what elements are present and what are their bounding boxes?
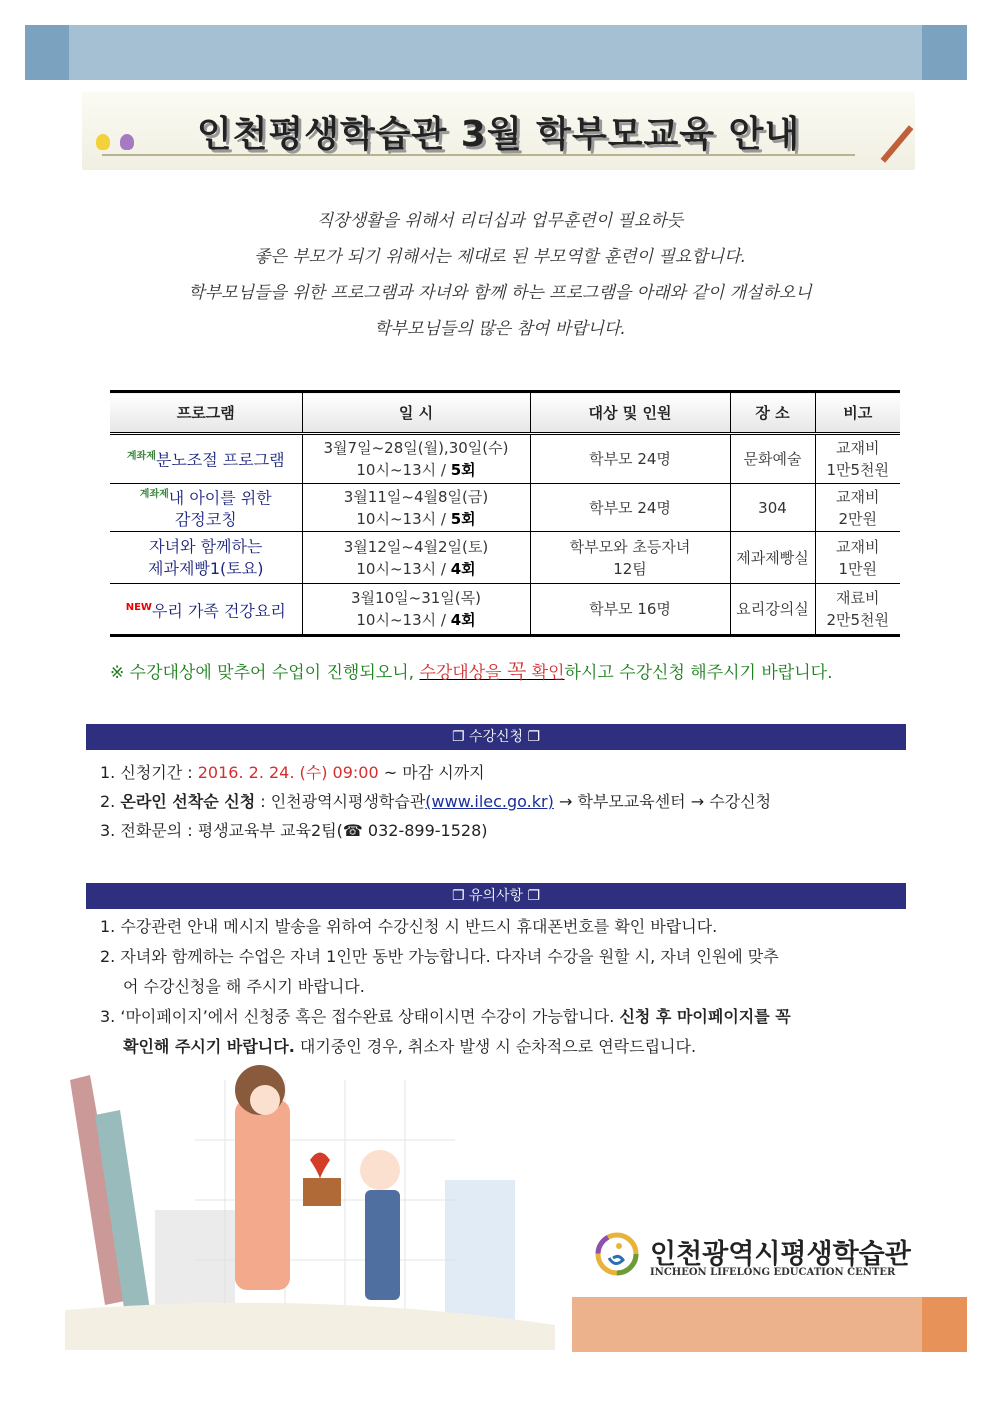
column-header: 일 시 — [302, 392, 530, 434]
program-cell: $^{NEW}$우리 가족 건강요리 — [110, 584, 302, 636]
list-item: 1. 수강관련 안내 메시지 발송을 위하여 수강신청 시 반드시 휴대폰번호를 확인 바랍니다. — [100, 917, 718, 936]
program-tag: 계좌제 — [126, 451, 156, 463]
note-cell: 교재비 1만원 — [815, 532, 900, 584]
bottom-decor-bar — [572, 1297, 967, 1352]
reference-mark: ※ — [110, 663, 125, 683]
list-item-cont: 확인해 주시기 바랍니다. 대기중인 경우, 취소자 발생 시 순차적으로 연락드립니다. — [123, 1037, 697, 1056]
target-cell: 학부모 24명 — [530, 484, 730, 532]
notice-text — [110, 655, 910, 684]
top-decor-bar — [25, 25, 967, 80]
column-header: 비고 — [815, 392, 900, 434]
notice-part: 수강대상에 맞추어 수업이 진행되오니, — [124, 663, 420, 683]
column-header: 장 소 — [730, 392, 815, 434]
list-item: 2. 온라인 선착순 신청 : 인천광역시평생학습관(www.ilec.go.kr) → 학부모교육센터 → 수강신청 — [100, 792, 772, 811]
schedule-cell: 3월7일~28일(월),30일(수) 10시~13시 / 5회 — [302, 434, 530, 484]
page-title: 인천평생학습관 3월 학부모교육 안내 — [196, 114, 801, 155]
section-header-caution: ❐ 유의사항 ❐ — [86, 883, 906, 909]
schedule-cell: 3월11일~4월8일(금) 10시~13시 / 5회 — [302, 484, 530, 532]
place-cell: 요리강의실 — [730, 584, 815, 636]
list-item: 2. 자녀와 함께하는 수업은 자녀 1인만 동반 가능합니다. 다자녀 수강을 원할 시, 자녀 인원에 맞추 — [100, 947, 779, 966]
logo-emblem-icon — [595, 1232, 639, 1276]
table-header — [110, 392, 900, 434]
intro-line: 학부모님들의 많은 참여 바랍니다. — [374, 319, 626, 339]
program-table — [110, 390, 900, 637]
notice-emphasis: 수강대상을 꼭 확인 — [419, 659, 565, 683]
list-item-cont: 어 수강신청을 해 주시기 바랍니다. — [123, 977, 365, 996]
note-cell: 교재비 2만원 — [815, 484, 900, 532]
mother-figure — [235, 1100, 290, 1290]
column-header: 대상 및 인원 — [530, 392, 730, 434]
section-header-apply: ❐ 수강신청 ❐ — [86, 724, 906, 750]
program-cell: $^{계좌제}$분노조절 프로그램 — [110, 434, 302, 484]
schedule-cell: 3월12일~4월2일(토) 10시~13시 / 4회 — [302, 532, 530, 584]
intro-line: 직장생활을 위해서 리더십과 업무훈련이 필요하듯 — [316, 211, 684, 231]
program-cell: $^{계좌제}$내 아이를 위한 감정코칭 — [110, 484, 302, 532]
program-cell: 자녀와 함께하는 제과제빵1(토요) — [110, 532, 302, 584]
title-banner — [82, 92, 915, 170]
column-header: 프로그램 — [110, 392, 302, 434]
note-cell: 교재비 1만5천원 — [815, 434, 900, 484]
target-cell: 학부모와 초등자녀 12팀 — [530, 532, 730, 584]
table-row — [110, 484, 900, 532]
logo-name: 인천광역시평생학습관 — [650, 1239, 911, 1270]
intro-line: 좋은 부모가 되기 위해서는 제대로 된 부모역할 훈련이 필요합니다. — [253, 247, 747, 267]
program-tag: NEW — [125, 601, 152, 613]
table-row — [110, 584, 900, 636]
child-figure — [365, 1190, 400, 1300]
logo-subtitle: INCHEON LIFELONG EDUCATION CENTER — [650, 1267, 896, 1278]
table-row — [110, 434, 900, 484]
place-cell: 304 — [730, 484, 815, 532]
place-cell: 문화예술 — [730, 434, 815, 484]
caution-list — [100, 912, 915, 1062]
target-cell: 학부모 16명 — [530, 584, 730, 636]
note-cell: 재료비 2만5천원 — [815, 584, 900, 636]
institution-logo — [595, 1232, 915, 1292]
place-cell: 제과제빵실 — [730, 532, 815, 584]
schedule-cell: 3월10일~31일(목) 10시~13시 / 4회 — [302, 584, 530, 636]
list-item: 3. ‘마이페이지’에서 신청중 혹은 접수완료 상태이시면 수강이 가능합니다. 신청 후 마이페이지를 꼭 — [100, 1007, 791, 1026]
target-cell: 학부모 24명 — [530, 434, 730, 484]
intro-text — [80, 203, 920, 347]
website-link[interactable]: (www.ilec.go.kr) — [425, 792, 554, 811]
program-tag: 계좌제 — [139, 489, 169, 500]
apply-list — [100, 758, 915, 845]
notice-part: 하시고 수강신청 해주시기 바랍니다. — [564, 663, 833, 683]
list-item: 1. 신청기간 : 2016. 2. 24. (수) 09:00 ~ 마감 시까지 — [100, 763, 485, 782]
intro-line: 학부모님들을 위한 프로그램과 자녀와 함께 하는 프로그램을 아래와 같이 개설하오니 — [188, 283, 812, 303]
table-row — [110, 532, 900, 584]
parent-child-illustration — [55, 1060, 575, 1350]
list-item: 3. 전화문의 : 평생교육부 교육2팀(☎ 032-899-1528) — [100, 821, 488, 840]
